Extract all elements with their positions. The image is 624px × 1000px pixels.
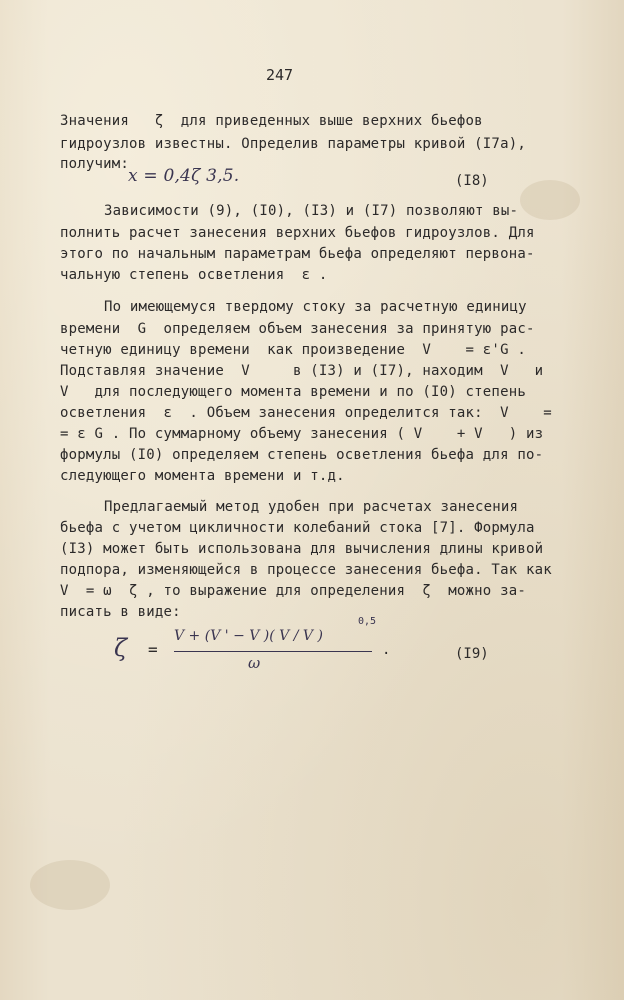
text-line: времени G определяем объем занесения за принятую рас- (60, 321, 535, 337)
text-line: V для последующего момента времени и по (I0) степень (60, 384, 526, 400)
text-line: подпора, изменяющейся в процессе занесения бьефа. Так как (60, 562, 552, 578)
text-line: гидроузлов известны. Определив параметры кривой (I7а), (60, 136, 526, 152)
text-line: получим: (60, 156, 130, 172)
formula-exponent: 0,5 (358, 616, 377, 627)
text-line: Подставляя значение V в (I3) и (I7), находим V и (60, 363, 544, 379)
text-line: Зависимости (9), (I0), (I3) и (I7) позволяют вы- (104, 203, 519, 219)
text-line: бьефа с учетом цикличности колебаний стока [7]. Формула (60, 520, 535, 536)
text-line: формулы (I0) определяем степень осветления бьефа для по- (60, 447, 544, 463)
formula-denominator: ω (248, 654, 261, 672)
text-line: четную единицу времени как произведение V = ε'G . (60, 342, 526, 358)
text-line: чальную степень осветления ε . (60, 267, 328, 283)
formula-numerator: V + (V ' − V )( V / V ) (174, 628, 323, 644)
text-line: (I3) может быть использована для вычисления длины кривой (60, 541, 544, 557)
formula-end: . (382, 642, 391, 658)
formula-lhs: ζ (114, 634, 128, 662)
paper-stain (30, 860, 110, 910)
page-number: 247 (266, 66, 294, 84)
equation-number-19: (I9) (455, 646, 489, 662)
text-line: По имеющемуся твердому стоку за расчетную единицу (104, 299, 527, 315)
text-line: полнить расчет занесения верхних бьефов гидроузлов. Для (60, 225, 535, 241)
text-line: V = ω ζ , то выражение для определения ζ можно за- (60, 583, 526, 599)
text-line: Предлагаемый метод удобен при расчетах занесения (104, 499, 519, 515)
formula-19 (108, 616, 408, 676)
formula-18: x = 0,4ζ 3,5. (128, 166, 240, 186)
text-line: Значения ζ для приведенных выше верхних бьефов (60, 113, 483, 129)
formula-equals: = (148, 640, 158, 659)
text-line: следующего момента времени и т.д. (60, 468, 345, 484)
equation-number-18: (I8) (455, 173, 489, 189)
text-line: осветления ε . Объем занесения определится так: V = (60, 405, 552, 421)
text-line: писать в виде: (60, 604, 181, 620)
fraction-bar (174, 651, 372, 652)
paper-stain (520, 180, 580, 220)
text-line: = ε G . По суммарному объему занесения ( V + V ) из (60, 426, 544, 442)
text-line: этого по начальным параметрам бьефа определяют первона- (60, 246, 535, 262)
